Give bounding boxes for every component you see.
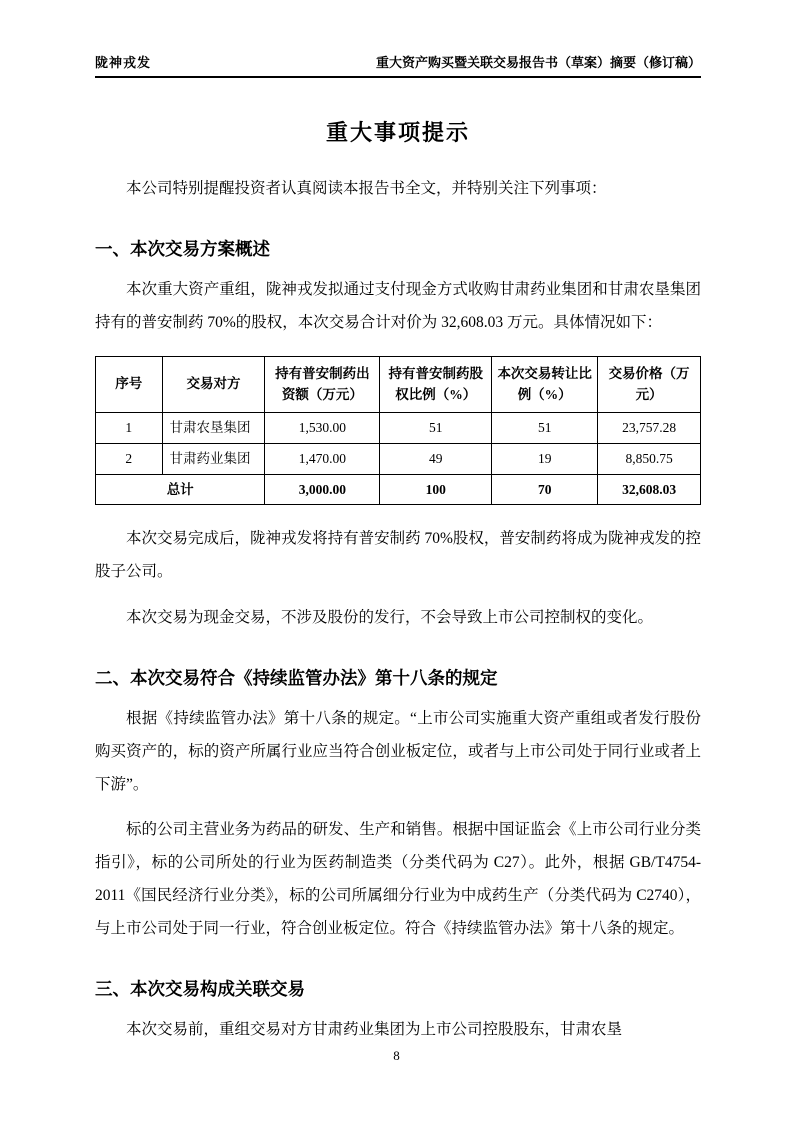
column-header-capital: 持有普安制药出资额（万元） [265,356,380,413]
cell-capital: 1,530.00 [265,413,380,444]
column-header-seq: 序号 [96,356,163,413]
page-header [95,52,701,78]
section-3-paragraph-1: 本次交易前，重组交易对方甘肃药业集团为上市公司控股股东，甘肃农垦 [126,1020,623,1038]
section-2-paragraph-2: 标的公司主营业务为药品的研发、生产和销售。根据中国证监会《上市公司行业分类指引》，标的公司所处的行业为医药制造类（分类代码为 C27）。此外，根据 GB/T4754-2011《国民经济行业分类》，标的公司所属细分行业为中成药生产（分类代码为 C2740），与上市公司处于同一行业，符合创业板定位。符合《持续监管办法》第十八条的规定。 [95,821,701,937]
section-2-paragraph-1: 根据《持续监管办法》第十八条的规定。“上市公司实施重大资产重组或者发行股份购买资产的，标的资产所属行业应当符合创业板定位，或者与上市公司处于同行业或者上下游”。 [95,709,701,793]
cell-transfer-pct: 51 [492,413,598,444]
column-header-price: 交易价格（万元） [598,356,701,413]
cell-party: 甘肃药业集团 [162,444,265,475]
cell-transfer-pct: 19 [492,444,598,475]
header-company-name: 陇神戎发 [95,55,152,70]
transaction-summary-table [95,356,701,506]
table-row [96,413,701,444]
section-1-paragraph-3: 本次交易为现金交易，不涉及股份的发行，不会导致上市公司控制权的变化。 [126,608,654,626]
cell-total-capital: 3,000.00 [265,474,380,505]
cell-party: 甘肃农垦集团 [162,413,265,444]
cell-seq: 1 [96,413,163,444]
section-3-heading: 三、本次交易构成关联交易 [95,978,305,999]
cell-total-price: 32,608.03 [598,474,701,505]
section-1-heading: 一、本次交易方案概述 [95,238,270,259]
column-header-transfer-pct: 本次交易转让比例（%） [492,356,598,413]
section-1-paragraph-1: 本次重大资产重组，陇神戎发拟通过支付现金方式收购甘肃药业集团和甘肃农垦集团持有的普安制药 70%的股权，本次交易合计对价为 32,608.03 万元。具体情况如下： [95,280,701,331]
cell-seq: 2 [96,444,163,475]
cell-total-equity-pct: 100 [380,474,492,505]
cell-total-transfer-pct: 70 [492,474,598,505]
cell-equity-pct: 51 [380,413,492,444]
cell-total-label: 总计 [96,474,265,505]
column-header-equity-pct: 持有普安制药股权比例（%） [380,356,492,413]
section-1-paragraph-2: 本次交易完成后，陇神戎发将持有普安制药 70%股权，普安制药将成为陇神戎发的控股子公司。 [95,530,701,581]
cell-capital: 1,470.00 [265,444,380,475]
column-header-party: 交易对方 [162,356,265,413]
section-2-heading: 二、本次交易符合《持续监管办法》第十八条的规定 [95,667,498,688]
page-number: 8 [393,1048,400,1063]
table-total-row [96,474,701,505]
document-title: 重大事项提示 [325,120,470,145]
intro-paragraph: 本公司特别提醒投资者认真阅读本报告书全文，并特别关注下列事项： [126,180,607,197]
header-doc-title: 重大资产购买暨关联交易报告书（草案）摘要（修订稿） [375,55,701,70]
table-row [96,444,701,475]
cell-equity-pct: 49 [380,444,492,475]
cell-price: 8,850.75 [598,444,701,475]
table-header-row [96,356,701,413]
cell-price: 23,757.28 [598,413,701,444]
